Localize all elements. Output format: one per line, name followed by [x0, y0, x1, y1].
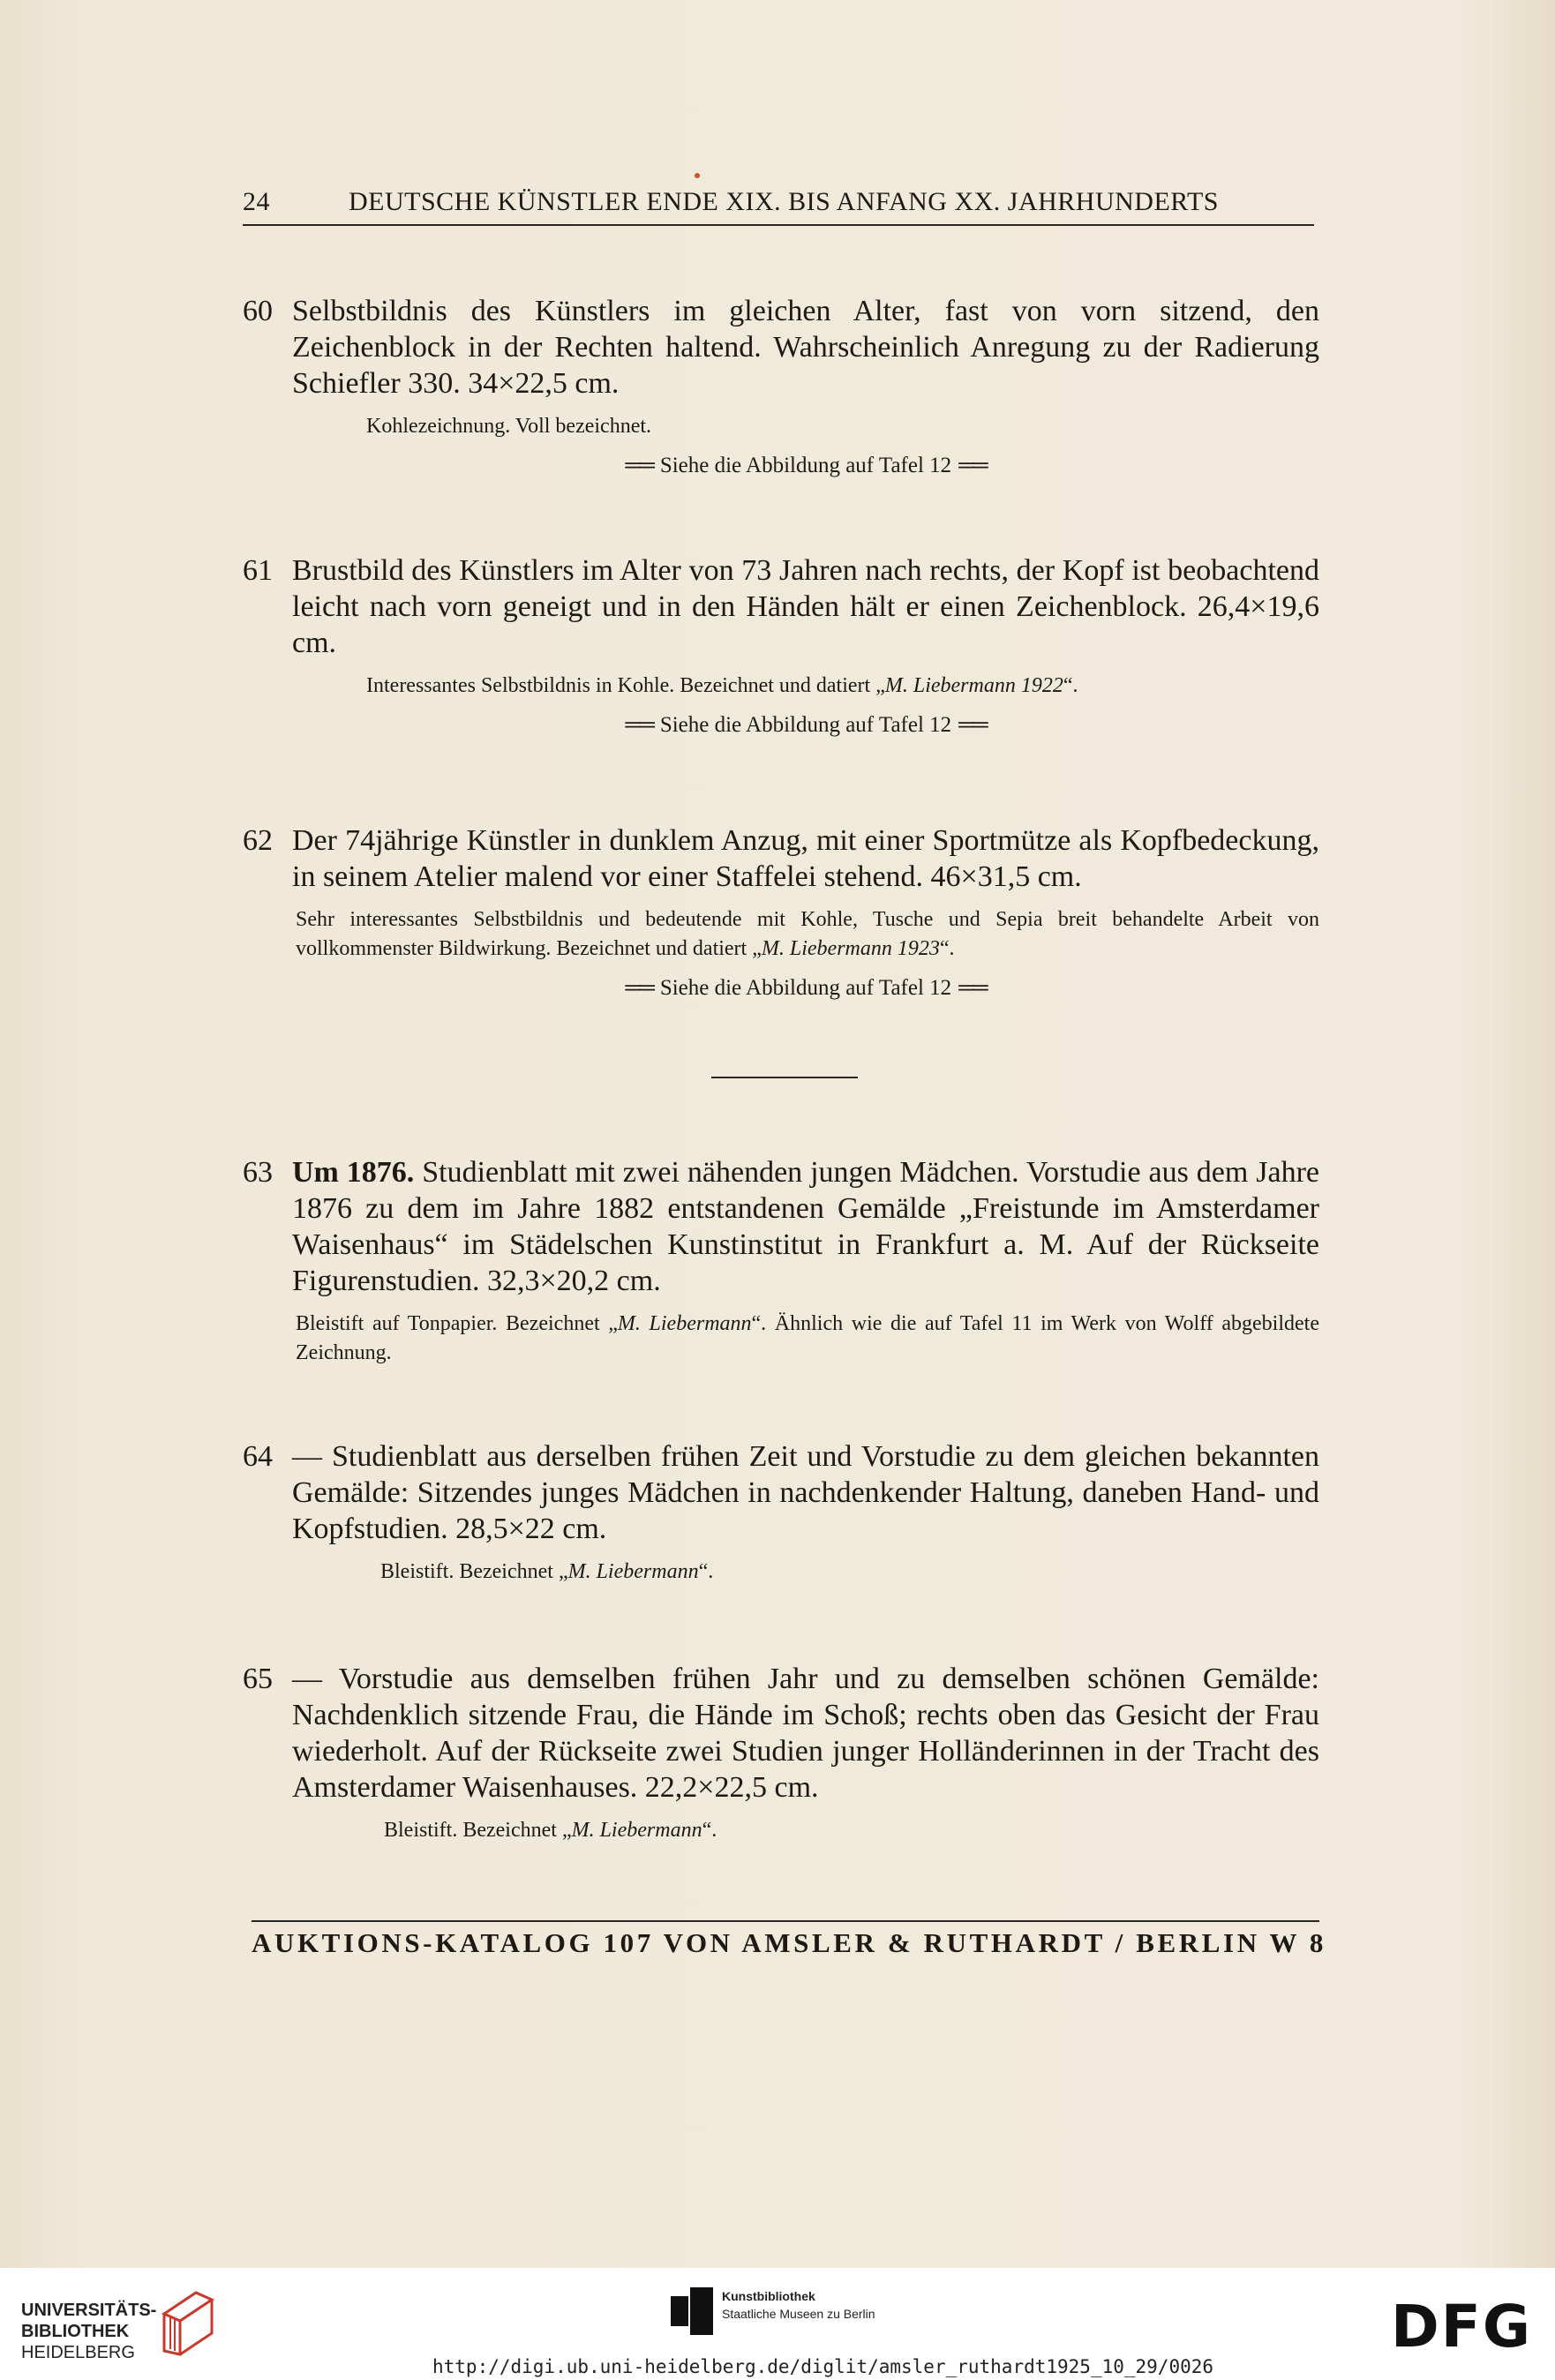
catalog-footer: AUKTIONS-KATALOG 107 VON AMSLER & RUTHARDT / BERLIN W 8: [252, 1920, 1319, 1959]
dfg-logo[interactable]: DFG: [1391, 2293, 1533, 2361]
permalink-url[interactable]: http://digi.ub.uni-heidelberg.de/diglit/amsler_ruthardt1925_10_29/0026: [432, 2356, 1214, 2377]
digitization-bar: [0, 2268, 1555, 2380]
entry-text: — Studienblatt aus derselben frühen Zeit und Vorstudie zu dem gleichen bekannten Gemälde: Sitzendes junges Mädchen in nachdenkender Haltung, daneben Hand- und Kopfstudien. 28,5×22 cm.: [292, 1440, 1319, 1545]
header-title: DEUTSCHE KÜNSTLER ENDE XIX. BIS ANFANG XX. JAHRHUNDERTS: [349, 187, 1219, 216]
entry-number: 65: [243, 1663, 273, 1695]
ink-dot: [695, 173, 700, 178]
running-header: [243, 187, 1314, 226]
entry-note: Sehr interessantes Selbstbildnis und bedeutende mit Kohle, Tusche und Sepia breit behandelte Arbeit von vollkommenster Bildwirkung. Bezeichnet und datiert „M. Liebermann 1923“.: [296, 908, 1319, 960]
catalog-entry-60: [243, 293, 1319, 478]
entry-note: Bleistift auf Tonpapier. Bezeichnet „M. Liebermann“. Ähnlich wie die auf Tafel 11 im Werk von Wolff abgebildete Zeichnung.: [296, 1312, 1319, 1364]
plate-text: Siehe die Abbildung auf Tafel 12: [659, 713, 952, 737]
entry-text: Der 74jährige Künstler in dunklem Anzug, mit einer Sportmütze als Kopfbedeckung, in seinem Atelier malend vor einer Staffelei stehend. 46×31,5 cm.: [292, 824, 1319, 893]
entry-date: Um 1876.: [292, 1156, 415, 1189]
catalog-entry-62: [243, 822, 1319, 1001]
entry-text: Studienblatt mit zwei nähenden jungen Mädchen. Vorstudie aus dem Jahre 1876 zu dem im Jahre 1882 entstandenen Gemälde „Freistunde im Amsterdamer Waisenhaus“ im Städelschen Kunstinstitut in Frankfurt a. M. Auf der Rückseite Figurenstudien. 32,3×20,2 cm.: [292, 1156, 1319, 1297]
plate-reference: ══ Siehe die Abbildung auf Tafel 12 ══: [625, 713, 987, 737]
entry-number: 62: [243, 824, 273, 857]
entry-number: 61: [243, 554, 273, 587]
plate-reference: ══ Siehe die Abbildung auf Tafel 12 ══: [625, 976, 987, 1000]
entry-note: Bleistift. Bezeichnet „M. Liebermann“.: [380, 1560, 714, 1583]
entry-text: Selbstbildnis des Künstlers im gleichen Alter, fast von vorn sitzend, den Zeichenblock in der Rechten haltend. Wahrscheinlich Anregung zu der Radierung Schiefler 330. 34×22,5 cm.: [292, 295, 1319, 400]
catalog-entry-61: [243, 552, 1319, 738]
plate-text: Siehe die Abbildung auf Tafel 12: [659, 976, 952, 1000]
entry-text: Brustbild des Künstlers im Alter von 73 Jahren nach rechts, der Kopf ist beobachtend leicht nach vorn geneigt und in den Händen hält er einen Zeichenblock. 26,4×19,6 cm.: [292, 554, 1319, 659]
entry-note: Kohlezeichnung. Voll bezeichnet.: [366, 415, 652, 438]
plate-reference: ══ Siehe die Abbildung auf Tafel 12 ══: [625, 454, 987, 477]
library-logo-icon: [161, 2287, 215, 2356]
section-divider: [711, 1077, 858, 1078]
entry-number: 64: [243, 1440, 273, 1473]
entry-number: 60: [243, 295, 273, 327]
library-name[interactable]: UNIVERSITÄTS- BIBLIOTHEK HEIDELBERG: [21, 2301, 157, 2362]
plate-text: Siehe die Abbildung auf Tafel 12: [659, 454, 952, 477]
kunstbibliothek-logo-icon: [671, 2287, 713, 2335]
entry-number: 63: [243, 1156, 273, 1189]
page-number: 24: [243, 187, 270, 216]
kunstbibliothek-name[interactable]: Kunstbibliothek Staatliche Museen zu Berlin: [722, 2289, 875, 2321]
catalog-entry-63: [243, 1154, 1319, 1368]
entry-note: Bleistift. Bezeichnet „M. Liebermann“.: [384, 1819, 717, 1842]
entry-note: Interessantes Selbstbildnis in Kohle. Bezeichnet und datiert „M. Liebermann 1922“.: [366, 674, 1078, 697]
catalog-entry-65: [243, 1661, 1319, 1845]
entry-text: — Vorstudie aus demselben frühen Jahr und zu demselben schönen Gemälde: Nachdenklich sitzende Frau, die Hände im Schoß; rechts oben das Gesicht der Frau wiederholt. Auf der Rückseite zwei Studien junger Holländerinnen in der Tracht des Amsterdamer Waisenhauses. 22,2×22,5 cm.: [292, 1663, 1319, 1804]
catalog-entry-64: [243, 1438, 1319, 1587]
